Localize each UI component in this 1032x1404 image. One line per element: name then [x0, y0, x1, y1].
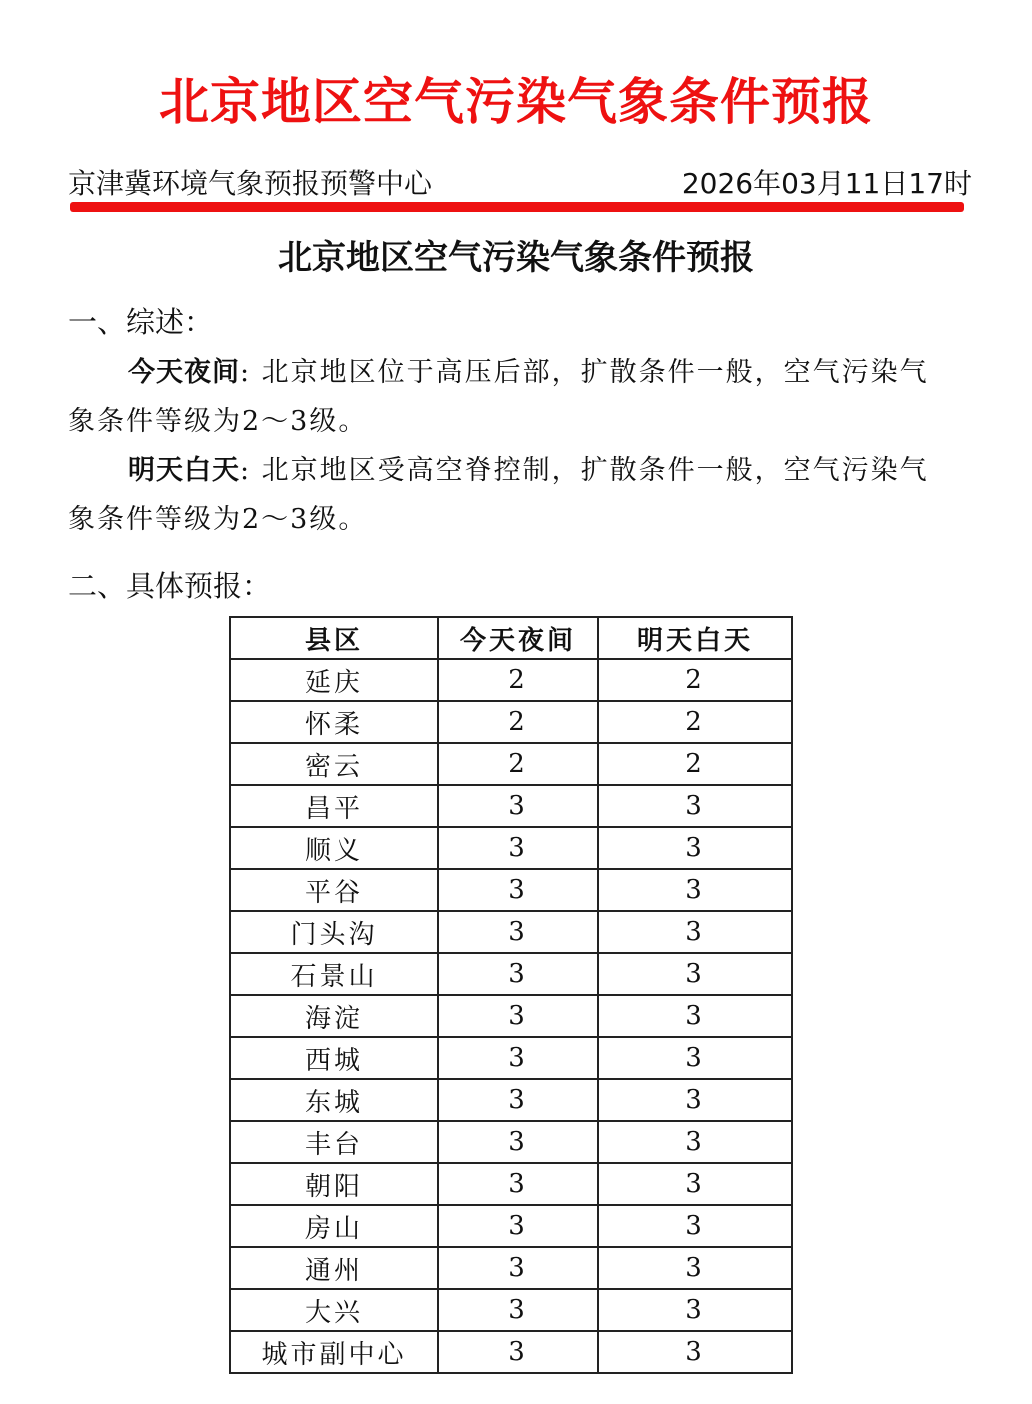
table-row [230, 869, 792, 911]
masthead-title: 北京地区空气污染气象条件预报 [159, 73, 873, 131]
issuer-row [68, 162, 972, 202]
table-row [230, 1163, 792, 1205]
table-row [230, 659, 792, 701]
district-cell: 大兴 [230, 1289, 438, 1331]
tomorrow-level-cell: 3 [598, 1121, 792, 1163]
tonight-level-cell: 3 [438, 1205, 598, 1247]
tonight-level-cell: 2 [438, 659, 598, 701]
district-cell: 延庆 [230, 659, 438, 701]
tomorrow-level-cell: 3 [598, 1205, 792, 1247]
tonight-label: 今天夜间 [128, 357, 240, 388]
tonight-level-cell: 3 [438, 1163, 598, 1205]
table-header-row [230, 617, 792, 659]
table-row [230, 1205, 792, 1247]
tonight-level-cell: 3 [438, 911, 598, 953]
table-row [230, 827, 792, 869]
tomorrow-level-cell: 3 [598, 827, 792, 869]
district-cell: 昌平 [230, 785, 438, 827]
tonight-level-cell: 3 [438, 1121, 598, 1163]
district-cell: 通州 [230, 1247, 438, 1289]
tomorrow-level-cell: 2 [598, 659, 792, 701]
district-cell: 顺义 [230, 827, 438, 869]
table-row [230, 743, 792, 785]
table-row [230, 953, 792, 995]
tomorrow-level-cell: 3 [598, 953, 792, 995]
tomorrow-level-cell: 2 [598, 701, 792, 743]
issuer-name: 京津冀环境气象预报预警中心 [68, 167, 433, 200]
red-divider [70, 202, 964, 212]
tomorrow-level-cell: 3 [598, 1289, 792, 1331]
table-row [230, 701, 792, 743]
table-row [230, 1331, 792, 1373]
table-row [230, 1121, 792, 1163]
district-cell: 海淀 [230, 995, 438, 1037]
table-row [230, 995, 792, 1037]
header-district: 县区 [230, 617, 438, 659]
tonight-level-cell: 3 [438, 785, 598, 827]
forecast-table [229, 616, 793, 1374]
header-tomorrow: 明天白天 [598, 617, 792, 659]
district-cell: 丰台 [230, 1121, 438, 1163]
document-title: 北京地区空气污染气象条件预报 [278, 238, 754, 278]
table-row [230, 1289, 792, 1331]
tomorrow-level-cell: 2 [598, 743, 792, 785]
tonight-level-cell: 3 [438, 953, 598, 995]
tomorrow-level-cell: 3 [598, 1331, 792, 1373]
section-forecast-heading: 二、具体预报： [68, 569, 272, 603]
tonight-level-cell: 3 [438, 1037, 598, 1079]
tonight-level-cell: 3 [438, 1247, 598, 1289]
tomorrow-level-cell: 3 [598, 1037, 792, 1079]
tonight-level-cell: 3 [438, 1289, 598, 1331]
tonight-level-cell: 2 [438, 701, 598, 743]
district-cell: 房山 [230, 1205, 438, 1247]
tomorrow-level-cell: 3 [598, 869, 792, 911]
header-tonight: 今天夜间 [438, 617, 598, 659]
table-body [230, 659, 792, 1373]
tomorrow-level-cell: 3 [598, 1163, 792, 1205]
tonight-paragraph [68, 348, 952, 446]
tomorrow-level-cell: 3 [598, 911, 792, 953]
district-cell: 门头沟 [230, 911, 438, 953]
district-cell: 西城 [230, 1037, 438, 1079]
tonight-level-cell: 3 [438, 995, 598, 1037]
table-row [230, 1247, 792, 1289]
tomorrow-text: : 北京地区受高空脊控制，扩散条件一般，空气污染气象条件等级为2～3级。 [68, 455, 929, 535]
tomorrow-level-cell: 3 [598, 995, 792, 1037]
issue-time: 2026年03月11日17时 [681, 167, 972, 200]
table-row [230, 1079, 792, 1121]
table-row [230, 785, 792, 827]
tonight-level-cell: 3 [438, 1079, 598, 1121]
table-row [230, 911, 792, 953]
tomorrow-label: 明天白天 [128, 455, 240, 486]
district-cell: 石景山 [230, 953, 438, 995]
tonight-level-cell: 2 [438, 743, 598, 785]
tomorrow-level-cell: 3 [598, 785, 792, 827]
tomorrow-paragraph [68, 446, 952, 544]
tonight-level-cell: 3 [438, 827, 598, 869]
district-cell: 平谷 [230, 869, 438, 911]
district-cell: 怀柔 [230, 701, 438, 743]
district-cell: 密云 [230, 743, 438, 785]
tomorrow-level-cell: 3 [598, 1079, 792, 1121]
tonight-level-cell: 3 [438, 1331, 598, 1373]
district-cell: 朝阳 [230, 1163, 438, 1205]
district-cell: 东城 [230, 1079, 438, 1121]
section-summary-heading: 一、综述： [68, 305, 214, 339]
district-cell: 城市副中心 [230, 1331, 438, 1373]
tonight-level-cell: 3 [438, 869, 598, 911]
tomorrow-level-cell: 3 [598, 1247, 792, 1289]
table-row [230, 1037, 792, 1079]
tonight-text: : 北京地区位于高压后部，扩散条件一般，空气污染气象条件等级为2～3级。 [68, 357, 929, 437]
